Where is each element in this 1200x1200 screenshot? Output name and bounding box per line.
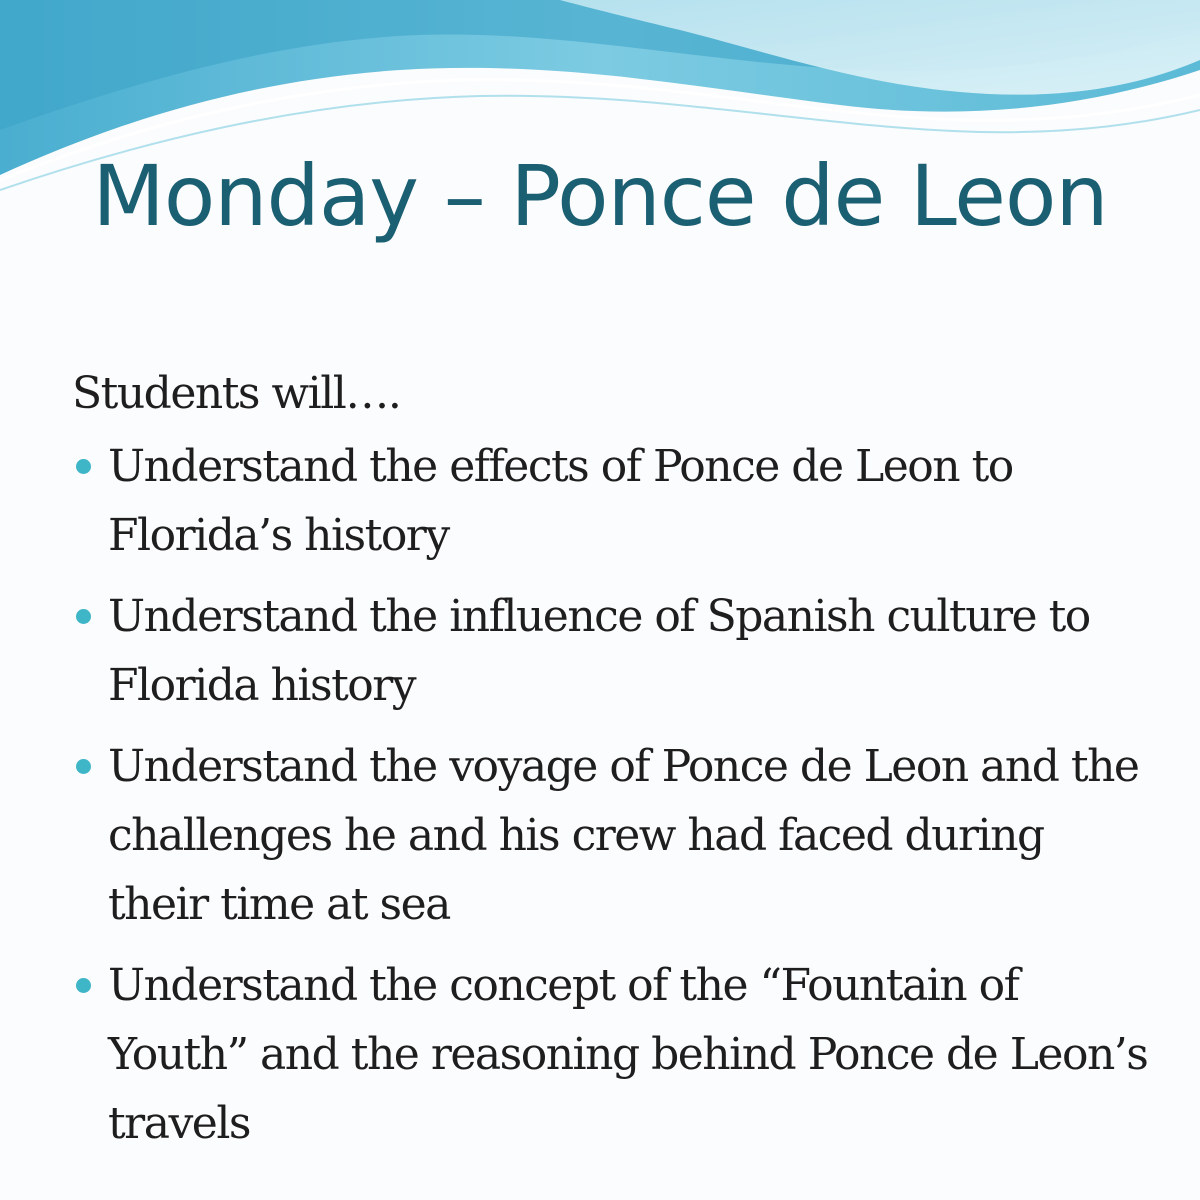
bullet-item xyxy=(72,951,1152,1158)
bullet-dot-icon xyxy=(76,759,91,774)
bullet-dot-icon xyxy=(76,459,91,474)
intro-text: Students will…. xyxy=(72,368,401,419)
bullet-text: Understand the concept of the “Fountain of Youth” and the reasoning behind Ponce de Leon’s travels xyxy=(108,960,1148,1149)
bullet-item xyxy=(72,432,1152,570)
bullet-item xyxy=(72,582,1152,720)
bullet-dot-icon xyxy=(76,978,91,993)
bullet-text: Understand the voyage of Ponce de Leon and the challenges he and his crew had faced during their time at sea xyxy=(108,741,1139,930)
bullet-dot-icon xyxy=(76,609,91,624)
bullet-list xyxy=(72,432,1152,1158)
bullet-item xyxy=(72,732,1152,939)
slide-content xyxy=(72,360,1152,1170)
bullet-text: Understand the effects of Ponce de Leon to Florida’s history xyxy=(108,441,1013,561)
slide-title: Monday – Ponce de Leon xyxy=(92,147,1108,245)
bullet-text: Understand the influence of Spanish culture to Florida history xyxy=(108,591,1090,711)
